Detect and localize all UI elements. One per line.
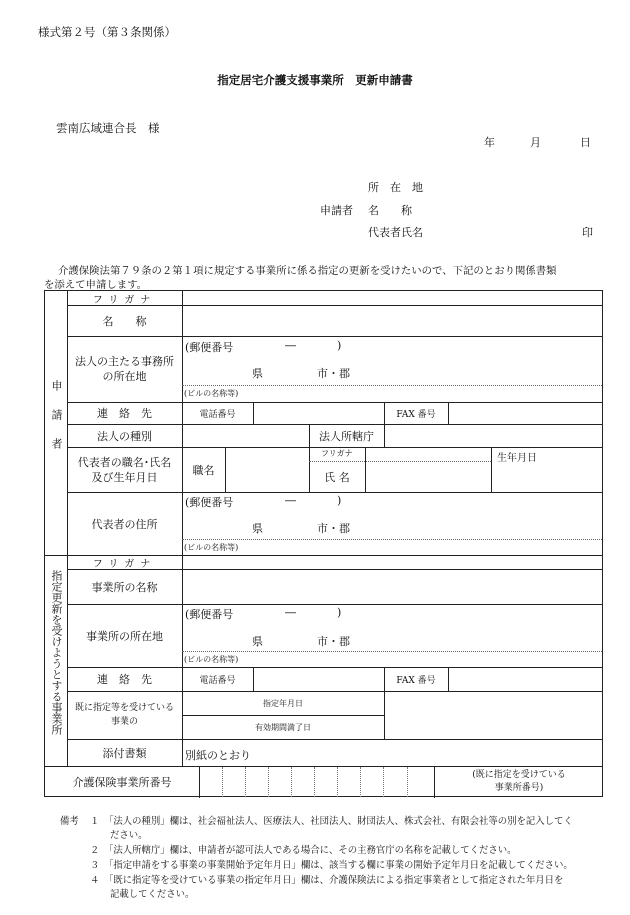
office-contact-label: 連 絡 先 — [97, 673, 152, 686]
page-title: 指定居宅介護支援事業所 更新申請書 — [217, 73, 413, 87]
office-postal-close: ) — [337, 606, 342, 619]
office-phone-label: 電話番号 — [199, 675, 236, 686]
note-4-number: ４ — [90, 875, 100, 886]
office-fax-label: FAX 番号 — [396, 675, 436, 686]
intro-text-line2: を添えて申請します。 — [44, 279, 148, 291]
rep-name-label: 氏 名 — [324, 471, 350, 484]
note-1-number: １ — [90, 816, 100, 827]
note-4-line1: 「既に指定等を受けている事業の指定年月日」欄は、介護保険法による指定事業者として指定された年月日を — [104, 875, 564, 886]
rep-city-label: 市・郡 — [317, 522, 350, 535]
insurance-number-note: (既に指定を受けている 事業所番号) — [472, 770, 566, 793]
insurance-number-label: 介護保険事業所番号 — [72, 776, 172, 789]
office-postal-label: (郵便番号 — [185, 608, 234, 621]
corp-authority-label: 法人所轄庁 — [319, 429, 374, 443]
office-name-label: 事業所の名称 — [91, 580, 158, 594]
rep-postal-close: ) — [337, 494, 342, 507]
hq-prefecture-label: 県 — [252, 367, 263, 380]
applicant-label: 申請者 — [320, 204, 353, 217]
addressee: 雲南広域連合長 様 — [56, 121, 160, 135]
office-postal-dash: ― — [285, 606, 296, 619]
rep-furigana-label: フリガナ — [321, 449, 353, 458]
expiry-date-label: 有効期間満了日 — [255, 722, 311, 732]
representative-label: 代表者氏名 — [368, 226, 423, 239]
section-office-label: 指定更新を受けようとする事業所 — [50, 570, 63, 735]
hq-postal-dash: ― — [285, 339, 296, 352]
representative-info-label: 代表者の職名･氏名 及び生年月日 — [77, 455, 172, 484]
birthdate-label: 生年月日 — [497, 453, 537, 464]
note-3-line1: 「指定申請をする事業の事業開始予定年月日」欄は、該当する欄に事業の開始予定年月日を記載してください。 — [104, 860, 573, 871]
hq-building-label: (ビルの名称等) — [184, 389, 239, 398]
hq-city-label: 市・郡 — [317, 367, 350, 380]
application-form-table — [44, 290, 603, 797]
office-address-label: 事業所の所在地 — [86, 629, 163, 643]
intro-text-line1: 介護保険法第７９条の２第１項に規定する事業所に係る指定の更新を受けたいので、下記のとおり関係書類 — [58, 265, 557, 277]
name-label: 名 称 — [102, 314, 147, 328]
fax-label: FAX 番号 — [396, 409, 436, 420]
seal-mark: 印 — [582, 226, 593, 239]
office-furigana-label: フリガナ — [92, 558, 157, 570]
designated-date-label: 指定年月日 — [263, 698, 303, 708]
rep-postal-dash: ― — [285, 494, 296, 507]
phone-label: 電話番号 — [199, 409, 236, 420]
form-number: 様式第２号（第３条関係） — [38, 25, 176, 39]
note-2-line1: 「法人所轄庁」欄は、申請者が認可法人である場合に、その主務官庁の名称を記載してください。 — [104, 845, 517, 856]
rep-prefecture-label: 県 — [252, 522, 263, 535]
rep-postal-label: (郵便番号 — [185, 496, 234, 509]
date-month: 月 — [530, 136, 541, 149]
hq-postal-label: (郵便番号 — [185, 341, 234, 354]
date-day: 日 — [580, 136, 591, 149]
rep-address-label: 代表者の住所 — [91, 517, 158, 531]
note-1-line2: ださい。 — [110, 830, 148, 841]
hq-address-label: 法人の主たる事務所 の所在地 — [75, 355, 174, 383]
note-1-line1: 「法人の種別」欄は、社会福祉法人、医療法人、社団法人、財団法人、株式会社、有限会社等の別を記入してく — [104, 816, 573, 827]
office-building-label: (ビルの名称等) — [184, 655, 239, 664]
furigana-label: フリガナ — [92, 294, 157, 306]
applicant-name-label: 名 称 — [368, 204, 412, 217]
notes-prefix: 備考 — [60, 816, 79, 827]
hq-postal-close: ) — [337, 339, 342, 352]
section-applicant-label: 申請者 — [50, 379, 63, 467]
designated-business-label: 既に指定等を受けている 事業の — [74, 703, 174, 727]
date-year: 年 — [484, 136, 495, 149]
applicant-address-label: 所 在 地 — [368, 181, 423, 194]
attachments-label: 添付書類 — [102, 746, 147, 760]
contact-label: 連 絡 先 — [97, 407, 152, 420]
corp-type-label: 法人の種別 — [97, 429, 152, 443]
attachments-value: 別紙のとおり — [185, 749, 251, 762]
office-prefecture-label: 県 — [252, 635, 263, 648]
note-4-line2: 記載してください。 — [110, 889, 195, 900]
rep-building-label: (ビルの名称等) — [184, 543, 239, 552]
office-city-label: 市・郡 — [317, 635, 350, 648]
note-2-number: ２ — [90, 845, 100, 856]
position-label: 職名 — [192, 463, 215, 477]
note-3-number: ３ — [90, 860, 100, 871]
